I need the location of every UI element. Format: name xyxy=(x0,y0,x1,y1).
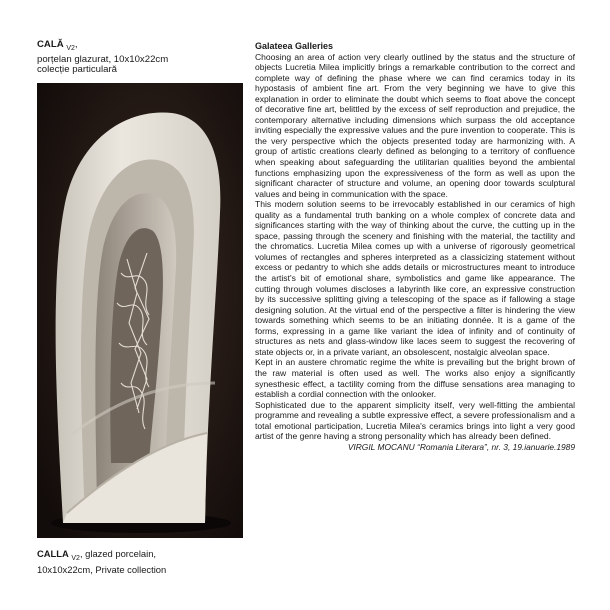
review-article xyxy=(255,41,575,452)
caption-english xyxy=(37,548,247,575)
caption-title-ro: CALĂ xyxy=(37,39,64,50)
caption-collection-ro: colecție particulară xyxy=(37,64,117,76)
caption-material-ro: porțelan glazurat, 10x10x22cm xyxy=(37,53,169,65)
article-paragraph-1: Choosing an area of action very clearly outlined by the status and the structure of objects Lucretia Milea implicitly brings a remarkable contribution to the correct and complete way of defining the phase where we can find ceramics today in its hypostasis of ambient fine art. From the very beginning we have to give this explanation in order to eliminate the doubt which seems to float above the concept of decorative fine art, belittled by the excess of self reproduction and prejudice, the contemporary alternative including dimensions which surpass the old acceptance inviting especially the expressive values and the pure invention to cooperate. This is the very perspective which the objects presented today are harmonizing with. A group of artistic creations clearly defined as belonging to a territory of confluence when speaking about safeguarding the utilitarian qualities beyond the ambiental functions emphasizing upon the expressiveness of the form as well as upon the significant character of structure and volume, an opening door towards sculptural values and being in communication with the space. xyxy=(255,51,575,199)
article-signature: VIRGIL MOCANU “Romania Literara”, nr. 3, 19.ianuarie.1989 xyxy=(347,441,575,452)
article-paragraph-2: This modern solution seems to be irrevocably established in our ceramics of high quality as a fundamental truth banking on a whole complex of concrete data and significances starting with the way of thinking about the curve, the cutting up in the space, passing through the scenery and finishing with the material, the tactility and the chromatics. Lucretia Milea comes up with a universe of rigorously geometrical volumes of rectangles and spheres interpreted as a classicizing statement without excess or pedantry to which she adds details or microstructures meant to introduce the artist's bit of emotional share, symbolistics and game like appearance. The cutting through volumes discloses a labyrinth like core, an expressive construction by its successive splitting giving a telescoping of the space as if fallowing a stage designing solution. At the virtual end of the perspective a filter is hindering the view towards something which seems to be an initiating donnée. It is a game of the forms, expressing in a game like variant the idea of infinity and of continuity of structures as nets and glass-window like laces seem to suggest the recovering of state objects or, in a private variant, an obsolescent, nostalgic alveolan space. xyxy=(255,199,575,357)
article-heading: Galateea Galleries xyxy=(255,41,334,51)
caption-title-ro-sub: V2 xyxy=(66,44,75,52)
caption-title-en: CALLA xyxy=(37,548,69,559)
caption-material-en: , glazed porcelain, xyxy=(79,548,157,559)
porcelain-calla-sculpture xyxy=(37,83,243,538)
caption-title-en-sub: V2 xyxy=(71,554,80,562)
caption-collection-en: 10x10x22cm, Private collection xyxy=(37,563,167,575)
article-paragraph-3: Kept in an austere chromatic regime the white is prevailing but the bright brown of the raw material is often used as well. The works also enjoy a significantly synesthesic effect, a tactility coming from the diffuse sensations area managing to establish a cordial connection with the onlooker. xyxy=(255,357,575,400)
caption-romanian: CALĂ $_{V2}$, porțelan glazurat, 10x10x22cm colecție particulară xyxy=(37,40,237,76)
sculpture-photo xyxy=(37,83,243,538)
article-paragraph-4: Sophisticated due to the apparent simplicity itself, very well-fitting the ambiental programme and revealing a subtle expressive effect, a severe professionalism and a total emotional participation, Lucretia Milea's ceramics brings into light a very good artist of the genre having a strong personality which has already been defined. xyxy=(255,399,575,442)
